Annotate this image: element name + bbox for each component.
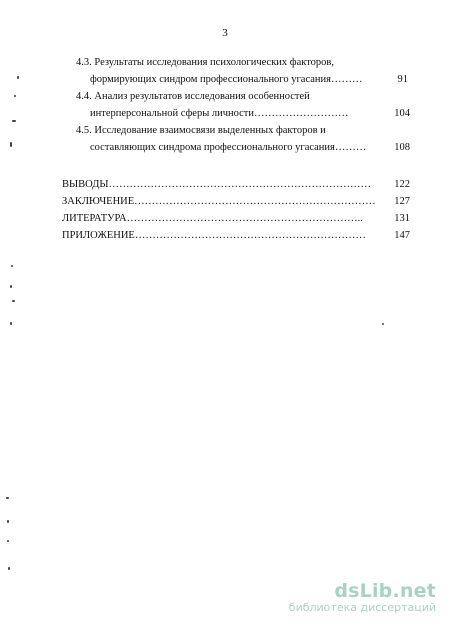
scan-speck — [10, 322, 12, 325]
scan-speck — [10, 142, 12, 147]
toc-entry-conclusions-page: 122 — [394, 179, 410, 190]
scan-speck — [6, 497, 9, 499]
toc-entry-4-4-title-cont: интерперсональной сферы личности……………………… — [90, 108, 349, 119]
toc-entry-4-3-title: 4.3. Результаты исследования психологических факторов, — [76, 57, 334, 68]
toc-entry-4-5-page: 108 — [394, 142, 410, 153]
scan-speck — [12, 120, 16, 122]
toc-entry-conclusions: ВЫВОДЫ………………………………………………………………… — [62, 179, 372, 190]
toc-entry-4-3-title-cont: формирующих синдром профессионального угасания……… — [90, 74, 363, 85]
scan-speck — [7, 520, 9, 523]
toc-entry-appendix: ПРИЛОЖЕНИЕ………………………………………………………… — [62, 230, 366, 241]
scan-speck — [11, 265, 13, 267]
toc-entry-summary-page: 127 — [394, 196, 410, 207]
watermark-subtitle: библиотека диссертаций — [288, 601, 436, 614]
scan-speck — [12, 300, 15, 302]
toc-entry-4-4-title: 4.4. Анализ результатов исследования особенностей — [76, 91, 310, 102]
page-number: 3 — [222, 27, 228, 39]
toc-entry-4-3-page: 91 — [397, 74, 408, 85]
scan-speck — [10, 285, 12, 288]
scan-speck — [8, 567, 10, 570]
toc-entry-literature-page: 131 — [394, 213, 410, 224]
toc-entry-4-5-title-cont: составляющих синдрома профессионального угасания……… — [90, 142, 367, 153]
scan-speck — [14, 95, 16, 97]
toc-entry-summary: ЗАКЛЮЧЕНИЕ…………………………………………………………… — [62, 196, 376, 207]
scan-speck — [7, 540, 9, 542]
toc-entry-appendix-page: 147 — [394, 230, 410, 241]
scan-speck — [382, 323, 384, 325]
toc-entry-4-4-page: 104 — [394, 108, 410, 119]
toc-entry-4-5-title: 4.5. Исследование взаимосвязи выделенных факторов и — [76, 125, 326, 136]
scan-speck — [17, 76, 19, 79]
toc-entry-literature: ЛИТЕРАТУРА………………………………………………………….. — [62, 213, 363, 224]
watermark — [289, 581, 436, 614]
watermark-logo: dsLib.net — [334, 580, 436, 602]
